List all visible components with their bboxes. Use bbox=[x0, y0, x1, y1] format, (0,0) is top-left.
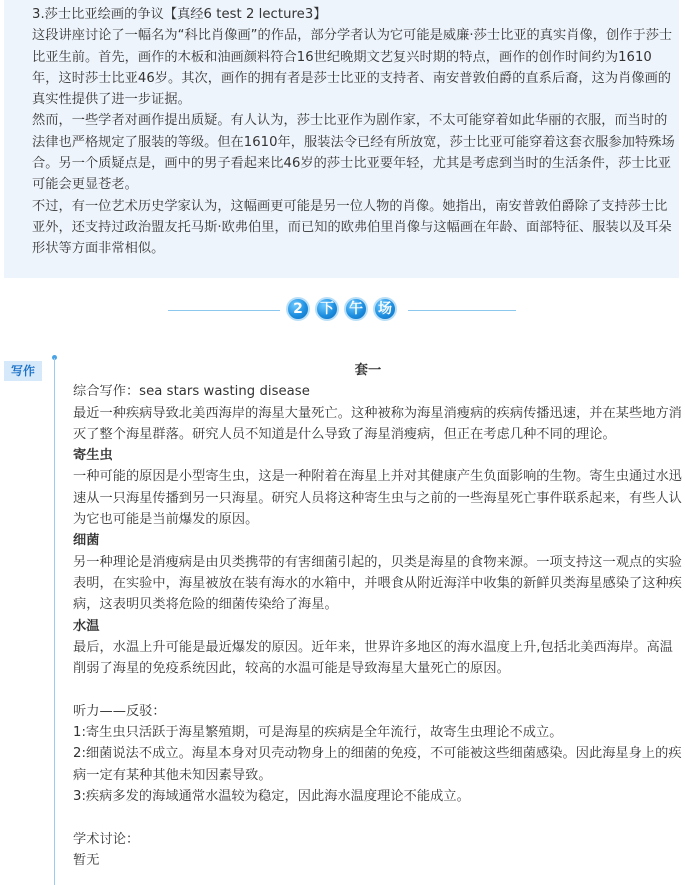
lecture-paragraph-2: 然而，一些学者对画作提出质疑。有人认为，莎士比亚作为剧作家，不太可能穿着如此华丽的衣服，而当时的法律也严格规定了服装的等级。但在1610年，服装法令已经有所放宽，莎士比亚可能穿着这套衣服参加特殊场合。另一个质疑点是，画中的男子看起来比46岁的莎士比亚要年轻，尤其是考虑到当时的生活条件，莎士比亚可能会更显苍老。 bbox=[32, 113, 675, 193]
section-badge-char: 场 bbox=[373, 297, 397, 321]
lecture-paragraph-3: 不过，有一位艺术历史学家认为，这幅画更可能是另一位人物的肖像。她指出，南安普敦伯爵除了支持莎士比亚外，还支持过政治盟友托马斯·欧弗伯里，而已知的欧弗伯里肖像与这幅画在年龄、面部特征、服装以及耳朵形状等方面非常相似。 bbox=[32, 198, 672, 257]
spacer bbox=[73, 807, 683, 828]
heading-bacteria: 细菌 bbox=[73, 533, 100, 549]
timeline-line bbox=[54, 358, 55, 885]
discussion-title: 学术讨论： bbox=[73, 831, 140, 847]
lecture-title bbox=[32, 4, 677, 25]
paragraph-bacteria: 另一种理论是消瘦病是由贝类携带的有害细菌引起的，贝类是海星的食物来源。一项支持这一观点的实验表明，在实验中，海星被放在装有海水的水箱中，并喂食从附近海洋中收集的新鲜贝类海星感染了这种疾病，这表明贝类将危险的细菌传染给了海星。 bbox=[73, 554, 682, 613]
section-divider-afternoon bbox=[0, 297, 685, 325]
section-badge bbox=[286, 297, 402, 325]
reading-intro-paragraph: 最近一种疾病导致北美西海岸的海星大量死亡。这种被称为海星消瘦病的疾病传播迅速，并在某些地方消灭了整个海星群落。研究人员不知道是什么导致了海星消瘦病，但正在考虑几种不同的理论。 bbox=[73, 405, 682, 442]
lecture-title-text: 3.莎士比亚绘画的争议 bbox=[32, 7, 164, 22]
divider-line-left bbox=[168, 310, 280, 311]
divider-line-right bbox=[408, 310, 516, 311]
heading-water-temperature: 水温 bbox=[73, 618, 100, 634]
paragraph-water-temperature: 最后，水温上升可能是最近爆发的原因。近年来，世界许多地区的海水温度上升,包括北美西海岸。高温削弱了海星的免疫系统因此，较高的水温可能是导致海星大量死亡的原因。 bbox=[73, 639, 673, 677]
paragraph-parasite: 一种可能的原因是小型寄生虫，这是一种附着在海星上并对其健康产生负面影响的生物。寄生虫通过水迅速从一只海星传播到另一只海星。研究人员将这种寄生虫与之前的一些海星死亡事件联系起来，有些人认为它也可能是当前爆发的原因。 bbox=[73, 469, 682, 528]
integrated-writing-topic: 综合写作：sea stars wasting disease bbox=[73, 384, 310, 400]
discussion-content: 暂无 bbox=[73, 852, 100, 868]
writing-content bbox=[73, 360, 683, 871]
heading-parasite: 寄生虫 bbox=[73, 448, 113, 464]
set-title: 套一 bbox=[354, 363, 382, 378]
lecture-summary-box bbox=[4, 0, 679, 278]
section-badge-char: 下 bbox=[315, 297, 339, 321]
listening-point-2: 2:细菌说法不成立。海星本身对贝壳动物身上的细菌的免疫，不可能被这些细菌感染。因此海星身上的疾病一定有某种其他未知因素导致。 bbox=[73, 746, 682, 783]
lecture-paragraph-1: 这段讲座讨论了一幅名为“科比肖像画”的作品，部分学者认为它可能是威廉·莎士比亚的真实肖像，创作于莎士比亚生前。首先，画作的木板和油画颜料符合16世纪晚期文艺复兴时期的特点，画作的创作时间约为1610年，这时莎士比亚46岁。其次，画作的拥有者是莎士比亚的支持者、南安普敦伯爵的直系后裔，这为肖像画的真实性提供了进一步证据。 bbox=[32, 28, 673, 108]
lecture-summary-content bbox=[32, 4, 677, 260]
listening-title: 听力——反驳： bbox=[73, 703, 166, 719]
writing-tag: 写作 bbox=[4, 361, 42, 381]
listening-point-3: 3:疾病多发的海域通常水温较为稳定，因此海水温度理论不能成立。 bbox=[73, 788, 470, 804]
section-badge-char: 2 bbox=[286, 297, 310, 321]
listening-point-1: 1:寄生虫只活跃于海星繁殖期，可是海星的疾病是全年流行，故寄生虫理论不成立。 bbox=[73, 725, 563, 741]
section-badge-char: 午 bbox=[344, 297, 368, 321]
lecture-source-tag: 【真经6 test 2 lecture3】 bbox=[163, 7, 327, 22]
spacer bbox=[73, 679, 683, 700]
